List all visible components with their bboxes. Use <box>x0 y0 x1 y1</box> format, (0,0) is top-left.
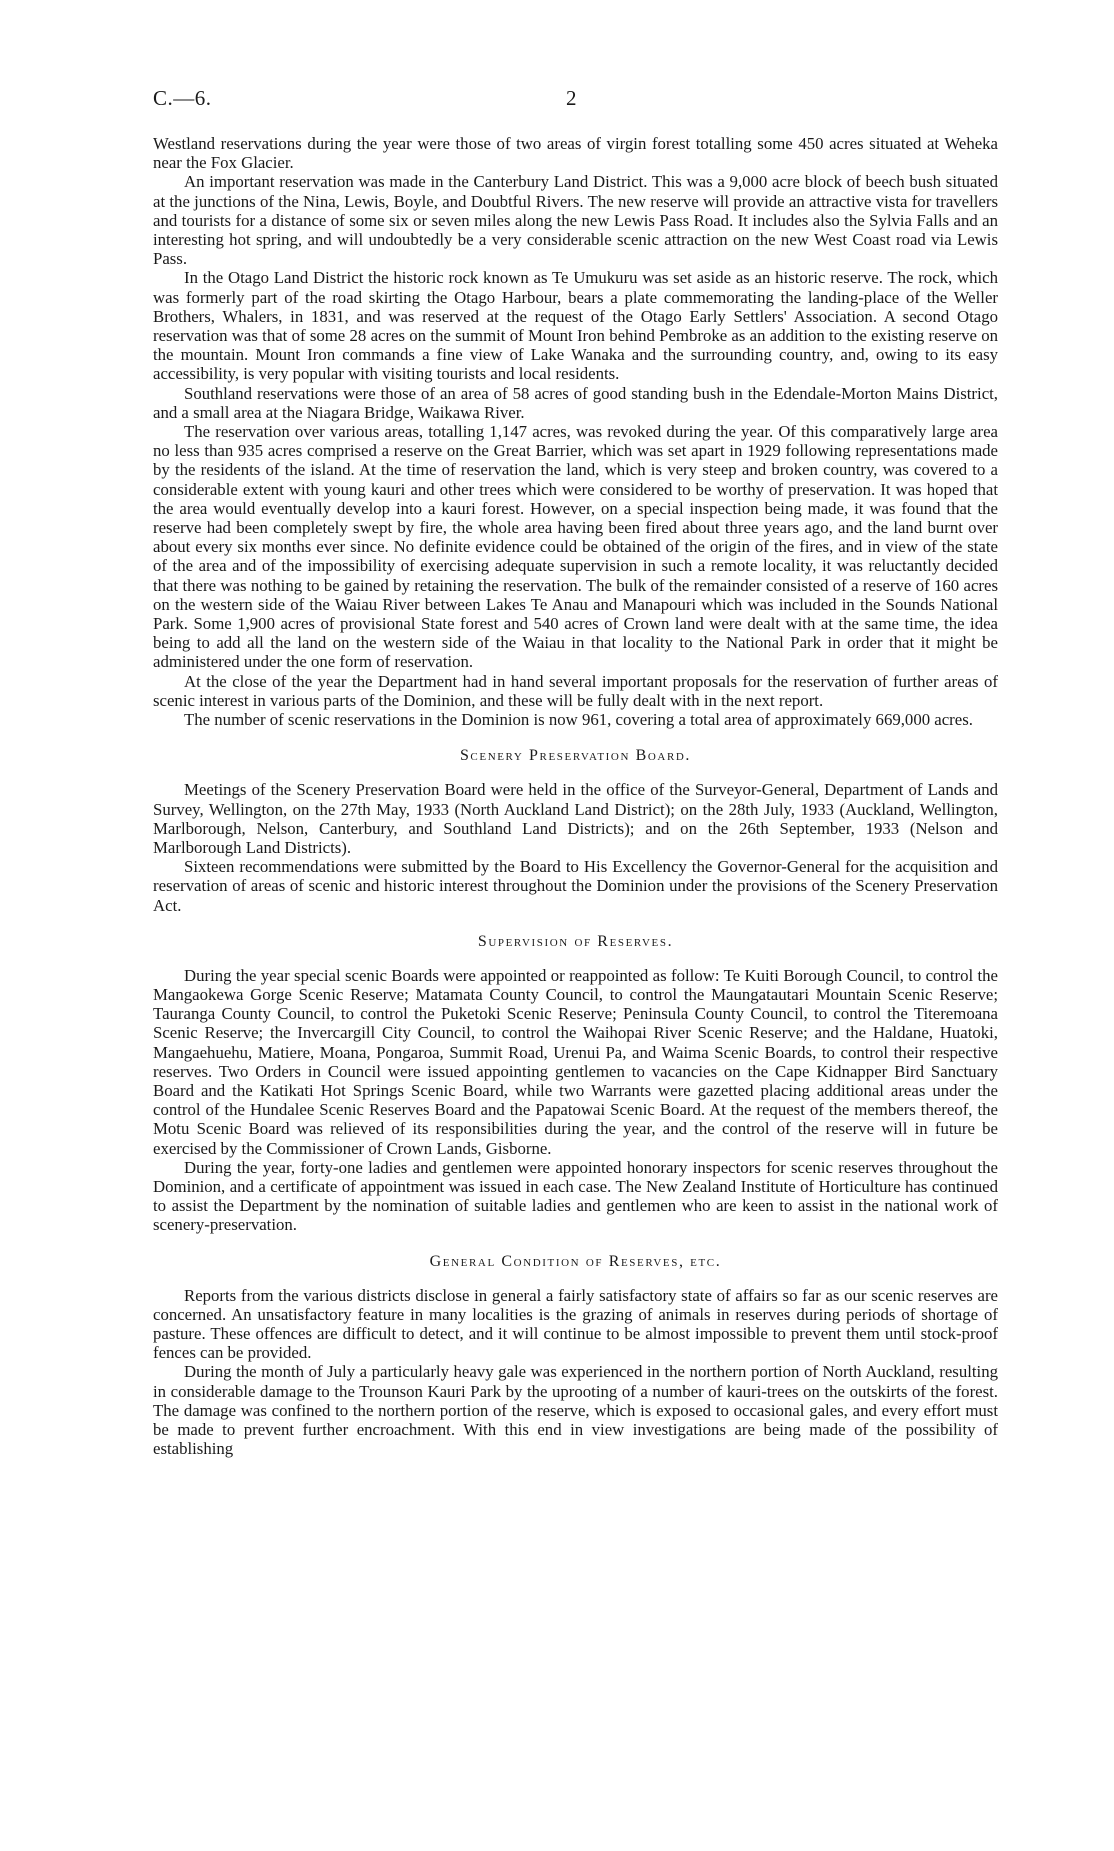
section-heading-scenery-board: Scenery Preservation Board. <box>459 747 692 765</box>
paragraph: During the year, forty-one ladies and gentlemen were appointed honorary inspectors for scenic reserves throughout the Dominion, and a certificate of appointment was issued in each case. The New Zealand Institute of Horticulture has continued to assist the Department by the nomination of suitable ladies and gentlemen who are keen to assist in the national work of scenery-preservation. <box>153 1157 998 1235</box>
body-text <box>153 134 998 1458</box>
paragraph: At the close of the year the Department had in hand several important proposals for the reservation of further areas of scenic interest in various parts of the Dominion, and these will be fully dealt with in the next report. <box>153 671 998 710</box>
paragraph: Reports from the various districts disclose in general a fairly satisfactory state of affairs so far as our scenic reserves are concerned. An unsatisfactory feature in many localities is the grazing of animals in reserves during periods of shortage of pasture. These offences are difficult to detect, and it will continue to be almost impossible to prevent them until stock-proof fences can be provided. <box>153 1285 998 1363</box>
section-heading-general-condition: General Condition of Reserves, etc. <box>429 1252 722 1270</box>
paragraph: Westland reservations during the year were those of two areas of virgin forest totalling some 450 acres situated at Weheka near the Fox Glacier. <box>153 134 998 173</box>
paragraph: During the month of July a particularly heavy gale was experienced in the northern portion of North Auckland, resulting in considerable damage to the Trounson Kauri Park by the uprooting of a number of kauri-trees on the outskirts of the forest. The damage was confined to the northern portion of the reserve, which is exposed to occasional gales, and every effort must be made to prevent further encroachment. With this end in view investigations are being made of the possibility of establishing <box>153 1362 998 1459</box>
paragraph: The number of scenic reservations in the Dominion is now 961, covering a total area of approximately 669,000 acres. <box>184 710 973 730</box>
paragraph: During the year special scenic Boards were appointed or reappointed as follow: Te Kuiti Borough Council, to control the Mangaokewa Gorge Scenic Reserve; Matamata County Council, to control the Maungatautari Mountain Scenic Reserve; Tauranga County Council, to control the Puketoki Scenic Reserve; Peninsula County Council, to control the Titeremoana Scenic Reserve; the Invercargill City Council, to control the Waihopai River Scenic Reserve; and the Haldane, Huatoki, Mangaehuehu, Matiere, Moana, Pongaroa, Summit Road, Urenui Pa, and Waima Scenic Boards, to control their respective reserves. Two Orders in Council were issued appointing gentlemen to vacancies on the Cape Kidnapper Bird Sanctuary Board and the Katikati Hot Springs Scenic Board, while two Warrants were gazetted placing additional areas under the control of the Hundalee Scenic Reserves Board and the Papatowai Scenic Board. At the request of the members thereof, the Motu Scenic Board was relieved of its responsibilities during the year, and the control of the reserve will in future be exercised by the Commissioner of Crown Lands, Gisborne. <box>153 965 998 1158</box>
paragraph: An important reservation was made in the Canterbury Land District. This was a 9,000 acre block of beech bush situated at the junctions of the Nina, Lewis, Boyle, and Doubtful Rivers. The new reserve will provide an attractive vista for travellers and tourists for a distance of some six or seven miles along the new Lewis Pass Road. It includes also the Sylvia Falls and an interesting hot spring, and will undoubtedly be a very considerable scenic attraction on the new West Coast road via Lewis Pass. <box>153 172 998 269</box>
running-head <box>153 86 1013 116</box>
paragraph: The reservation over various areas, totalling 1,147 acres, was revoked during the year. Of this comparatively large area no less than 935 acres comprised a reserve on the Great Barrier, which was set apart in 1929 following representations made by the residents of the island. At the time of reservation the land, which is very steep and broken country, was covered to a considerable extent with young kauri and other trees which were considered to be worthy of preservation. It was hoped that the area would eventually develop into a kauri forest. However, on a special inspection being made, it was found that the reserve had been completely swept by fire, the whole area having been fired about three years ago, and the land burnt over about every six months ever since. No definite evidence could be obtained of the origin of the fires, and in view of the state of the area and of the impossibility of exercising adequate supervision in such a remote locality, it was reluctantly decided that there was nothing to be gained by retaining the reservation. The bulk of the remainder consisted of a reserve of 160 acres on the western side of the Waiau River between Lakes Te Anau and Manapouri which was included in the Sounds National Park. Some 1,900 acres of provisional State forest and 540 acres of Crown land were dealt with at the same time, the idea being to add all the land on the western side of the Waiau in that locality to the National Park in order that it might be administered under the one form of reservation. <box>153 422 998 672</box>
paragraph: In the Otago Land District the historic rock known as Te Umukuru was set aside as an historic reserve. The rock, which was formerly part of the road skirting the Otago Harbour, bears a plate commemorating the landing-place of the Weller Brothers, Whalers, in 1831, and was reserved at the request of the Otago Early Settlers' Association. A second Otago reservation was that of some 28 acres on the summit of Mount Iron behind Pembroke as an addition to the existing reserve on the mountain. Mount Iron commands a fine view of Lake Wanaka and the surrounding country, and, owing to its easy accessibility, is very popular with visiting tourists and local residents. <box>153 268 998 384</box>
paragraph: Southland reservations were those of an area of 58 acres of good standing bush in the Edendale-Morton Mains District, and a small area at the Niagara Bridge, Waikawa River. <box>153 383 998 422</box>
section-heading-supervision: Supervision of Reserves. <box>477 932 674 950</box>
document-reference: C.—6. <box>153 86 212 110</box>
page-number: 2 <box>566 86 577 110</box>
paragraph: Sixteen recommendations were submitted by the Board to His Excellency the Governor-General for the acquisition and reservation of areas of scenic and historic interest throughout the Dominion under the provisions of the Scenery Preservation Act. <box>153 857 998 915</box>
paragraph: Meetings of the Scenery Preservation Board were held in the office of the Surveyor-General, Department of Lands and Survey, Wellington, on the 27th May, 1933 (North Auckland Land District); on the 28th July, 1933 (Auckland, Wellington, Marlborough, Nelson, Canterbury, and Southland Land Districts); and on the 26th September, 1933 (Nelson and Marlborough Land Districts). <box>153 780 998 857</box>
